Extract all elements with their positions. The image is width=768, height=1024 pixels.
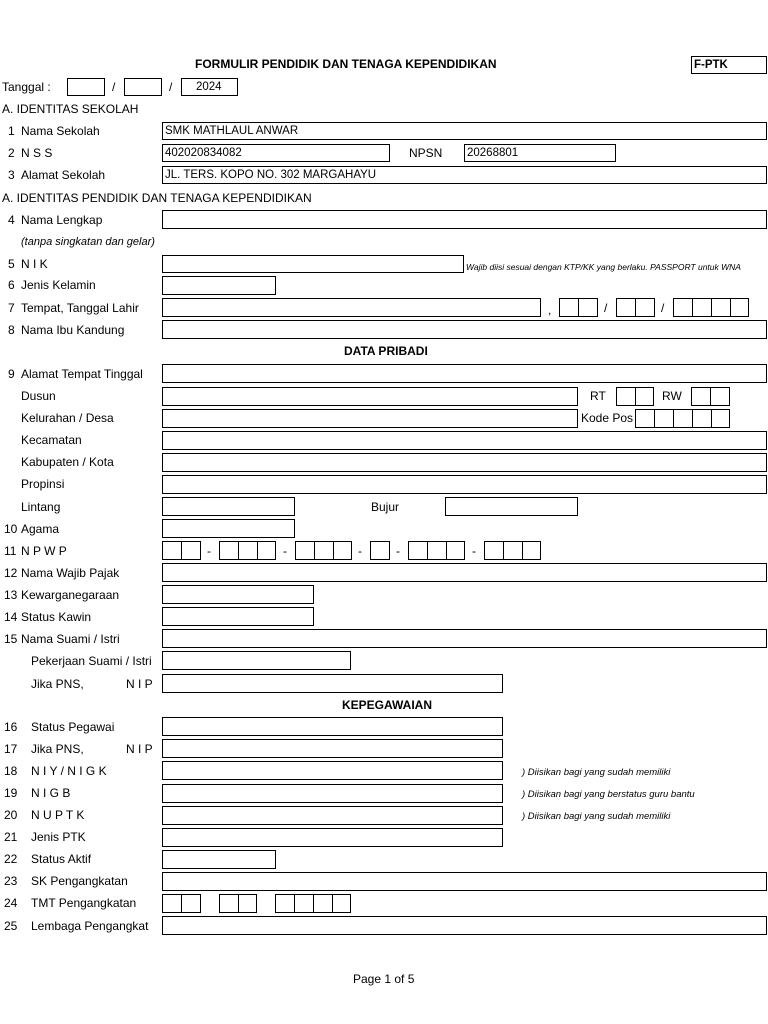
tanggal-day-input[interactable] — [67, 78, 105, 96]
jika-pns-label: Jika PNS, — [31, 742, 84, 756]
ttl-comma: , — [548, 303, 552, 317]
kode-pos-cell[interactable] — [673, 409, 693, 428]
ttl-label: Tempat, Tanggal Lahir — [21, 301, 139, 315]
nama-sekolah-value: SMK MATHLAUL ANWAR — [165, 125, 299, 137]
tmt-month-cell[interactable] — [238, 894, 257, 913]
lintang-input[interactable] — [162, 497, 295, 516]
npwp-cell[interactable] — [181, 541, 201, 560]
row-number: 10 — [4, 522, 18, 536]
tgl-lahir-year-cell[interactable] — [730, 298, 749, 317]
row-number: 22 — [4, 852, 18, 866]
row-number: 19 — [4, 786, 18, 800]
form-code: F-PTK — [694, 59, 728, 71]
jenis-ptk-input[interactable] — [162, 828, 503, 847]
row-number: 3 — [8, 168, 15, 182]
dusun-input[interactable] — [162, 387, 578, 406]
row-number: 16 — [4, 720, 18, 734]
tmt-label: TMT Pengangkatan — [31, 896, 137, 910]
row-number: 6 — [8, 278, 15, 292]
row-number: 14 — [4, 610, 18, 624]
propinsi-label: Propinsi — [21, 477, 65, 491]
alamat-tinggal-label: Alamat Tempat Tinggal — [21, 367, 143, 381]
kode-pos-cell[interactable] — [635, 409, 655, 428]
niy-input[interactable] — [162, 761, 503, 780]
status-pegawai-input[interactable] — [162, 717, 503, 736]
row-number: 17 — [4, 742, 18, 756]
tmt-day-cell[interactable] — [162, 894, 182, 913]
nip-input[interactable] — [162, 739, 503, 758]
npwp-cell[interactable] — [522, 541, 541, 560]
row-number: 4 — [8, 213, 15, 227]
npsn-value: 20268801 — [467, 147, 519, 159]
pekerjaan-label: Pekerjaan Suami / Istri — [31, 654, 152, 668]
kode-pos-cell[interactable] — [711, 409, 730, 428]
lembaga-input[interactable] — [162, 916, 767, 935]
status-pegawai-label: Status Pegawai — [31, 720, 115, 734]
nigb-input[interactable] — [162, 784, 503, 803]
tmt-year-cell[interactable] — [313, 894, 333, 913]
form-code-box — [691, 56, 767, 74]
tgl-lahir-year-cell[interactable] — [711, 298, 731, 317]
status-kawin-input[interactable] — [162, 607, 314, 626]
rw-cell[interactable] — [710, 387, 730, 406]
rw-cell[interactable] — [691, 387, 711, 406]
kecamatan-input[interactable] — [162, 431, 767, 450]
npwp-cell[interactable] — [484, 541, 504, 560]
ibu-kandung-input[interactable] — [162, 320, 767, 339]
tmt-year-cell[interactable] — [332, 894, 351, 913]
dusun-label: Dusun — [21, 389, 56, 403]
row-number: 20 — [4, 808, 18, 822]
npwp-dash: - — [207, 544, 211, 558]
status-aktif-label: Status Aktif — [31, 852, 92, 866]
row-number: 25 — [4, 919, 18, 933]
npwp-cell[interactable] — [238, 541, 258, 560]
section-identitas-ptk: A. IDENTITAS PENDIDIK DAN TENAGA KEPENDIDIKAN — [2, 191, 312, 205]
kode-pos-cell[interactable] — [654, 409, 674, 428]
npwp-dash: - — [283, 544, 287, 558]
nuptk-input[interactable] — [162, 806, 503, 825]
npsn-label: NPSN — [409, 146, 443, 160]
tgl-lahir-month-cell[interactable] — [635, 298, 655, 317]
rt-label: RT — [590, 389, 606, 403]
rt-cell[interactable] — [635, 387, 654, 406]
alamat-sekolah-value: JL. TERS. KOPO NO. 302 MARGAHAYU — [165, 169, 377, 181]
lintang-label: Lintang — [21, 500, 61, 514]
lembaga-label: Lembaga Pengangkat — [31, 919, 149, 933]
npwp-cell[interactable] — [314, 541, 334, 560]
row-number: 8 — [8, 323, 15, 337]
row-number: 2 — [8, 146, 15, 160]
tmt-month-cell[interactable] — [219, 894, 239, 913]
kewarganegaraan-input[interactable] — [162, 585, 314, 604]
npwp-cell[interactable] — [427, 541, 447, 560]
kabupaten-input[interactable] — [162, 453, 767, 472]
row-number: 1 — [8, 124, 15, 138]
row-number: 13 — [4, 588, 18, 602]
jika-pns-label: Jika PNS, — [31, 677, 84, 691]
status-kawin-label: Status Kawin — [21, 610, 92, 624]
tanggal-month-input[interactable] — [124, 78, 162, 96]
tanggal-year-input[interactable] — [181, 78, 238, 96]
nuptk-note: ) Diisikan bagi yang sudah memiliki — [522, 811, 671, 822]
propinsi-input[interactable] — [162, 475, 767, 494]
alamat-sekolah-label: Alamat Sekolah — [21, 168, 106, 182]
npwp-cell[interactable] — [408, 541, 428, 560]
tmt-year-cell[interactable] — [275, 894, 295, 913]
row-number: 21 — [4, 830, 18, 844]
nigb-label: N I G B — [31, 786, 71, 800]
row-number: 18 — [4, 764, 18, 778]
section-identitas-sekolah: A. IDENTITAS SEKOLAH — [2, 102, 139, 116]
tgl-lahir-year-cell[interactable] — [692, 298, 712, 317]
nip-label: N I P — [126, 677, 153, 691]
ibu-kandung-label: Nama Ibu Kandung — [21, 323, 125, 337]
tanggal-label: Tanggal : — [2, 80, 51, 94]
page-number: Page 1 of 5 — [353, 972, 415, 986]
kode-pos-cell[interactable] — [692, 409, 712, 428]
npwp-cell[interactable] — [257, 541, 276, 560]
npsn-input[interactable] — [464, 144, 616, 162]
kode-pos-label: Kode Pos — [581, 411, 634, 425]
npwp-cell[interactable] — [446, 541, 465, 560]
rt-cell[interactable] — [616, 387, 636, 406]
nama-lengkap-input[interactable] — [162, 210, 767, 229]
kelurahan-input[interactable] — [162, 409, 578, 428]
nigb-note: ) Diisikan bagi yang berstatus guru bantu — [522, 789, 695, 800]
alamat-tinggal-input[interactable] — [162, 364, 767, 383]
ttl-separator: / — [604, 301, 608, 315]
section-kepegawaian: KEPEGAWAIAN — [342, 698, 433, 712]
bujur-label: Bujur — [371, 500, 400, 514]
pekerjaan-input[interactable] — [162, 651, 351, 670]
wajib-pajak-label: Nama Wajib Pajak — [21, 566, 120, 580]
jenis-kelamin-label: Jenis Kelamin — [21, 278, 96, 292]
kewarganegaraan-label: Kewarganegaraan — [21, 588, 120, 602]
status-aktif-input[interactable] — [162, 850, 276, 869]
date-separator: / — [112, 80, 116, 94]
rw-label: RW — [662, 389, 682, 403]
nama-lengkap-note: (tanpa singkatan dan gelar) — [21, 236, 155, 248]
kabupaten-label: Kabupaten / Kota — [21, 455, 114, 469]
nss-input[interactable] — [162, 144, 390, 162]
row-number: 11 — [4, 544, 17, 558]
npwp-cell[interactable] — [162, 541, 182, 560]
nik-input[interactable] — [162, 255, 464, 273]
nss-value: 402020834082 — [165, 147, 242, 159]
row-number: 15 — [4, 632, 18, 646]
date-separator: / — [169, 80, 173, 94]
row-number: 12 — [4, 566, 18, 580]
form-title: FORMULIR PENDIDIK DAN TENAGA KEPENDIDIKAN — [195, 57, 497, 71]
nama-lengkap-label: Nama Lengkap — [21, 213, 103, 227]
npwp-label: N P W P — [21, 544, 67, 558]
agama-input[interactable] — [162, 519, 295, 538]
jenis-kelamin-input[interactable] — [162, 276, 276, 295]
npwp-dash: - — [472, 544, 476, 558]
tempat-lahir-input[interactable] — [162, 298, 541, 317]
ttl-separator: / — [661, 301, 665, 315]
nip-suami-input[interactable] — [162, 674, 503, 693]
npwp-cell[interactable] — [370, 541, 390, 560]
kecamatan-label: Kecamatan — [21, 433, 82, 447]
tmt-year-cell[interactable] — [294, 894, 314, 913]
npwp-dash: - — [358, 544, 362, 558]
nik-note: Wajib diisi sesuai dengan KTP/KK yang berlaku. PASSPORT untuk WNA — [466, 262, 741, 272]
tgl-lahir-day-cell[interactable] — [578, 298, 598, 317]
nuptk-label: N U P T K — [31, 808, 85, 822]
alamat-sekolah-input[interactable] — [162, 166, 767, 184]
sk-input[interactable] — [162, 872, 767, 891]
niy-note: ) Diisikan bagi yang sudah memiliki — [522, 767, 671, 778]
npwp-dash: - — [396, 544, 400, 558]
nama-sekolah-input[interactable] — [162, 122, 767, 140]
tmt-day-cell[interactable] — [181, 894, 201, 913]
nama-sekolah-label: Nama Sekolah — [21, 124, 100, 138]
row-number: 24 — [4, 896, 18, 910]
row-number: 23 — [4, 874, 18, 888]
row-number: 5 — [8, 257, 15, 271]
nik-label: N I K — [21, 257, 48, 271]
tanggal-year-value: 2024 — [196, 81, 222, 93]
tgl-lahir-day-cell[interactable] — [559, 298, 579, 317]
suami-istri-input[interactable] — [162, 629, 767, 648]
jenis-ptk-label: Jenis PTK — [31, 830, 86, 844]
nip-label: N I P — [126, 742, 153, 756]
kelurahan-label: Kelurahan / Desa — [21, 411, 114, 425]
bujur-input[interactable] — [445, 497, 578, 516]
row-number: 7 — [8, 301, 15, 315]
niy-label: N I Y / N I G K — [31, 764, 107, 778]
npwp-cell[interactable] — [503, 541, 523, 560]
row-number: 9 — [8, 367, 15, 381]
npwp-cell[interactable] — [295, 541, 315, 560]
npwp-cell[interactable] — [333, 541, 352, 560]
wajib-pajak-input[interactable] — [162, 563, 767, 582]
tgl-lahir-month-cell[interactable] — [616, 298, 636, 317]
agama-label: Agama — [21, 522, 60, 536]
nss-label: N S S — [21, 146, 53, 160]
tgl-lahir-year-cell[interactable] — [673, 298, 693, 317]
suami-istri-label: Nama Suami / Istri — [21, 632, 120, 646]
section-data-pribadi: DATA PRIBADI — [344, 344, 428, 358]
sk-label: SK Pengangkatan — [31, 874, 128, 888]
npwp-cell[interactable] — [219, 541, 239, 560]
